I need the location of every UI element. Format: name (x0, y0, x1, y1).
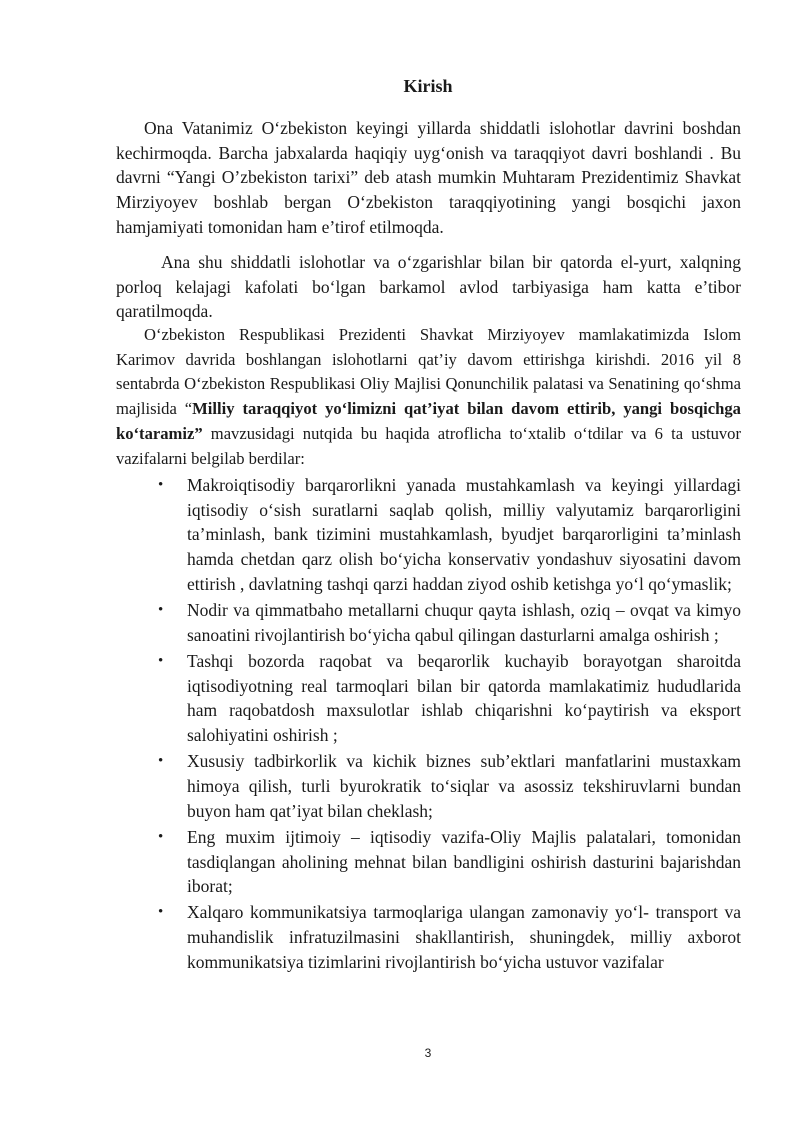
intro-paragraph: Ona Vatanimiz O‘zbekiston keyingi yillarda shiddatli islohotlar davrini boshdan kechirmoqda. Barcha jabxalarda haqiqiy uyg‘onish va taraqqiyot davri boshlandi . Bu davrni “Yangi O’zbekiston tarixi” deb atash mumkin Muhtaram Prezidentimiz Shavkat Mirziyoyev boshlab bergan O‘zbekiston taraqqiyotining yangi bosqichi jaxon hamjamiyati tomonidan ham e’tirof etilmoqda. (116, 118, 741, 237)
bullet-icon: • (158, 753, 164, 770)
bullet-icon: • (158, 828, 164, 845)
list-item (116, 473, 741, 597)
bullet-icon: • (158, 652, 164, 669)
speech-paragraph (116, 323, 741, 471)
list-item-text: Nodir va qimmatbaho metallarni chuqur qayta ishlash, oziq – ovqat va kimyo sanoatini rivojlantirish bo‘yicha qabul qilingan dasturlarni amalga oshirish ; (187, 600, 741, 645)
bullet-icon: • (158, 602, 164, 619)
bullet-icon: • (158, 477, 164, 493)
page-number: 3 (424, 1046, 432, 1060)
list-item (116, 649, 741, 748)
priority-tasks-list (116, 473, 741, 976)
bullet-icon: • (158, 904, 164, 921)
list-item-text: Xalqaro kommunikatsiya tarmoqlariga ulangan zamonaviy yo‘l- transport va muhandislik infratuzilmasini shakllantirish, shuningdek, milliy axborot kommunikatsiya tizimlarini rivojlantirish bo‘yicha ustuvor vazifalar (187, 902, 741, 972)
list-item-text: Eng muxim ijtimoiy – iqtisodiy vazifa-Oliy Majlis palatalari, tomonidan tasdiqlangan aholining mehnat bilan bandligini oshirish dasturini bajarishdan iborat; (187, 826, 741, 897)
list-item (116, 598, 741, 647)
list-item (116, 825, 741, 899)
list-item (116, 900, 741, 974)
speech-paragraph-end: mavzusidagi nutqida bu haqida atroflicha to‘xtalib o‘tdilar va 6 ta ustuvor vazifalarni belgilab berdilar: (116, 423, 741, 468)
list-item-text: Makroiqtisodiy barqarorlikni yanada mustahkamlash va keyingi yillardagi iqtisodiy o‘sish suratlarni saqlab qolish, milliy valyutamiz barqarorligini ta’minlash, bank tizimini mustahkamlash, byudjet barqarorligini ta’minlash hamda chetdan qarz olish bo‘yicha konservativ yondashuv siyosatini davom ettirish , davlatning tashqi qarzi haddan ziyod oshib ketishga yo‘l qo‘ymaslik; (187, 475, 741, 594)
page-title: Kirish (403, 76, 453, 96)
list-item-text: Xususiy tadbirkorlik va kichik biznes sub’ektlari manfatlarini mustaxkam himoya qilish, turli byurokratik to‘siqlar va asossiz tekshiruvlarni bundan buyon ham qat’iyat bilan cheklash; (187, 751, 741, 821)
list-item (116, 749, 741, 823)
list-item-text: Tashqi bozorda raqobat va beqarorlik kuchayib borayotgan sharoitda iqtisodiyotning real tarmoqlari bilan bir qatorda mamlakatimiz hududlarida ham raqobatdosh maxsulotlar ishlab chiqarishni ko‘paytirish va eksport salohiyatini oshirish ; (187, 650, 741, 746)
speech-title: Milliy taraqqiyot yo‘limizni qat’iyat bilan davom ettirib, yangi bosqichga ko‘taramiz” (116, 399, 741, 443)
upbringing-paragraph: Ana shu shiddatli islohotlar va o‘zgarishlar bilan bir qatorda el-yurt, xalqning porloq kelajagi kafolati bo‘lgan barkamol avlod tarbiyasiga ham katta e’tibor qaratilmoqda. (116, 252, 741, 322)
speech-paragraph-intro: O‘zbekiston Respublikasi Prezidenti Shavkat Mirziyoyev mamlakatimizda Islom Karimov davrida boshlangan islohotlarni qat’iy davom ettirishga kirishdi. 2016 yil 8 sentabrda O‘zbekiston Respublikasi Oliy Majlisi Qonunchilik palatasi va Senatining qo‘shma majlisida “ (116, 325, 741, 419)
